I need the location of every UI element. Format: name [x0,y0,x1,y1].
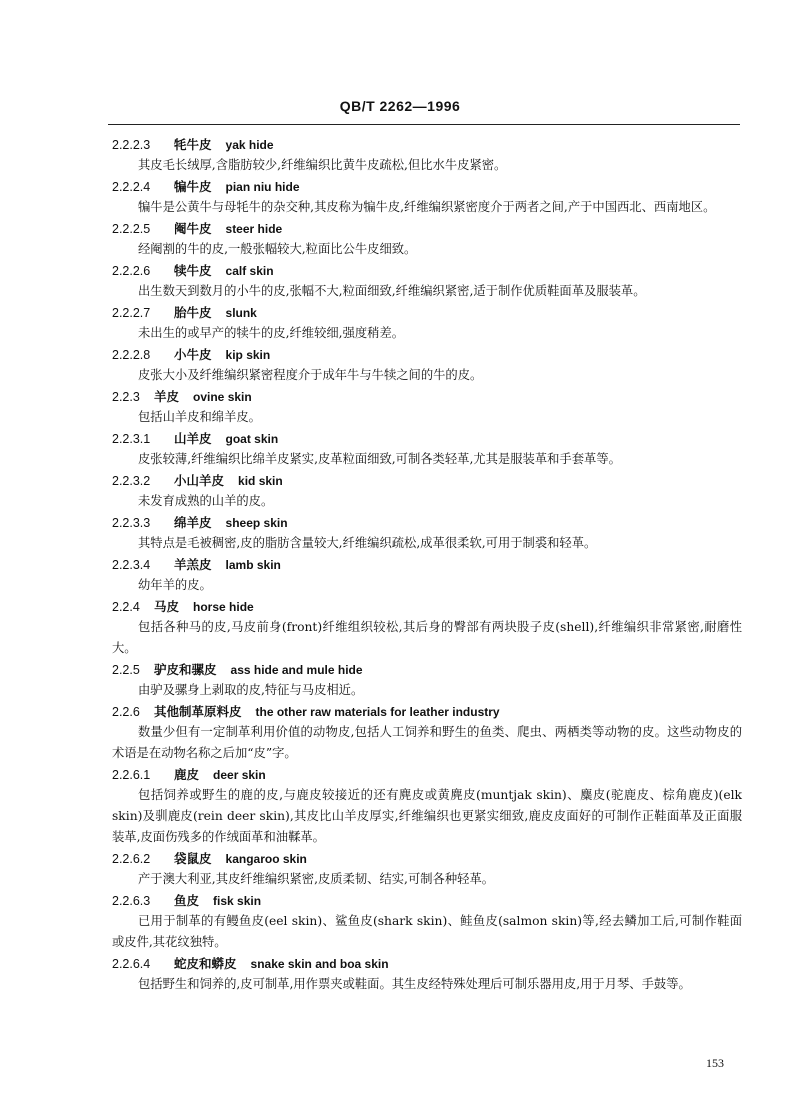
definition-text: 未出生的或早产的犊牛的皮,纤维较细,强度稍差。 [138,326,405,340]
section-heading [112,218,742,239]
term-chinese: 犊牛皮 [174,263,212,278]
term-english: snake skin and boa skin [250,957,389,971]
section-number: 2.2.2.4 [112,180,151,194]
section-number: 2.2.4 [112,600,140,614]
section-heading [112,344,742,365]
term-english: pian niu hide [225,180,300,194]
term-english: deer skin [213,768,266,782]
term-english: sheep skin [225,516,288,530]
term-chinese: 鹿皮 [174,767,200,782]
definition-text: 皮张大小及纤维编织紧密程度介于成年牛与牛犊之间的牛的皮。 [138,368,483,382]
section-number: 2.2.6 [112,705,140,719]
section-heading [112,470,742,491]
section-number: 2.2.6.3 [112,894,151,908]
definition-text: 其特点是毛被稠密,皮的脂肪含量较大,纤维编织疏松,成革很柔软,可用于制裘和轻革。 [138,536,597,550]
definition-text: 皮张较薄,纤维编织比绵羊皮紧实,皮革粒面细致,可制各类轻革,尤其是服装革和手套革等。 [138,452,621,466]
definition-text: 包括野生和饲养的,皮可制革,用作票夹或鞋面。其生皮经特殊处理后可制乐器用皮,用于月琴、手鼓等。 [138,977,691,991]
term-english: horse hide [193,600,254,614]
definition-text: 已用于制革的有鳗鱼皮(eel skin)、鲨鱼皮(shark skin)、鲑鱼皮(salmon skin)等,经去鳞加工后,可制作鞋面或皮件,其花纹独特。 [112,914,742,949]
term-english: yak hide [225,138,274,152]
definition-text: 未发育成熟的山羊的皮。 [138,494,274,508]
section-heading [112,659,742,680]
term-english: the other raw materials for leather industry [255,705,500,719]
section-number: 2.2.3.2 [112,474,151,488]
section-heading [112,386,742,407]
term-chinese: 羊羔皮 [174,557,212,572]
term-english: kid skin [238,474,283,488]
definition-text: 经阉割的牛的皮,一般张幅较大,粒面比公牛皮细致。 [138,242,417,256]
term-chinese: 蛇皮和蟒皮 [174,956,237,971]
term-chinese: 山羊皮 [174,431,212,446]
term-english: kip skin [225,348,271,362]
section-number: 2.2.2.8 [112,348,151,362]
definition-text: 其皮毛长绒厚,含脂肪较少,纤维编织比黄牛皮疏松,但比水牛皮紧密。 [138,158,507,172]
term-chinese: 阉牛皮 [174,221,212,236]
section-heading [112,302,742,323]
term-chinese: 鱼皮 [174,893,200,908]
term-chinese: 驴皮和骡皮 [154,662,217,677]
definition-text: 包括各种马的皮,马皮前身(front)纤维组织较松,其后身的臀部有两块股子皮(shell),纤维编织非常紧密,耐磨性大。 [112,620,742,655]
term-english: steer hide [225,222,283,236]
section-heading [112,428,742,449]
term-english: lamb skin [225,558,281,572]
section-heading [112,512,742,533]
term-english: slunk [225,306,257,320]
term-english: ass hide and mule hide [230,663,363,677]
term-chinese: 羊皮 [154,389,180,404]
term-chinese: 马皮 [154,599,180,614]
term-chinese: 绵羊皮 [174,515,212,530]
page-header: QB/T 2262—1996 [339,98,461,114]
definition-text: 出生数天到数月的小牛的皮,张幅不大,粒面细致,纤维编织紧密,适于制作优质鞋面革及服装革。 [138,284,646,298]
section-heading [112,953,742,974]
section-number: 2.2.6.4 [112,957,151,971]
definition-text: 幼年羊的皮。 [138,578,212,592]
section-heading [112,554,742,575]
term-chinese: 小山羊皮 [174,473,225,488]
definition-text: 由驴及骡身上剥取的皮,特征与马皮相近。 [138,683,364,697]
term-chinese: 犏牛皮 [174,179,212,194]
section-heading [112,701,742,722]
document-body [112,134,742,995]
section-number: 2.2.2.7 [112,306,151,320]
definition-text: 包括饲养或野生的鹿的皮,与鹿皮较接近的还有麂皮或黄麂皮(muntjak skin)、麋皮(驼鹿皮、棕角鹿皮)(elk skin)及驯鹿皮(rein deer skin),其皮比山羊皮厚实,纤维编织也更紧实细致,鹿皮皮面好的可制作正鞋面革及正面服装革,皮面伤残多的作绒面革和油鞣革。 [112,788,742,844]
section-number: 2.2.5 [112,663,140,677]
page-number: 153 [706,1056,724,1070]
term-english: goat skin [225,432,279,446]
section-number: 2.2.3.1 [112,432,151,446]
section-heading [112,848,742,869]
section-number: 2.2.2.3 [112,138,151,152]
term-chinese: 袋鼠皮 [174,851,212,866]
definition-text: 犏牛是公黄牛与母牦牛的杂交种,其皮称为犏牛皮,纤维编织紧密度介于两者之间,产于中国西北、西南地区。 [138,200,716,214]
section-heading [112,890,742,911]
section-number: 2.2.3.3 [112,516,151,530]
section-heading [112,260,742,281]
header-rule [108,124,740,125]
section-number: 2.2.6.1 [112,768,151,782]
section-number: 2.2.6.2 [112,852,151,866]
term-chinese: 其他制革原料皮 [154,704,242,719]
term-english: fisk skin [213,894,262,908]
term-chinese: 牦牛皮 [174,137,212,152]
section-heading [112,596,742,617]
section-number: 2.2.3 [112,390,140,404]
term-english: calf skin [225,264,274,278]
section-heading [112,134,742,155]
definition-text: 数量少但有一定制革利用价值的动物皮,包括人工饲养和野生的鱼类、爬虫、两栖类等动物的皮。这些动物皮的术语是在动物名称之后加“皮”字。 [112,725,742,760]
definition-text: 包括山羊皮和绵羊皮。 [138,410,261,424]
term-chinese: 胎牛皮 [174,305,212,320]
term-english: ovine skin [193,390,252,404]
term-english: kangaroo skin [225,852,307,866]
definition-text: 产于澳大利亚,其皮纤维编织紧密,皮质柔韧、结实,可制各种轻革。 [138,872,495,886]
section-number: 2.2.2.6 [112,264,151,278]
section-number: 2.2.3.4 [112,558,151,572]
term-chinese: 小牛皮 [174,347,212,362]
section-heading [112,176,742,197]
section-number: 2.2.2.5 [112,222,151,236]
section-heading [112,764,742,785]
